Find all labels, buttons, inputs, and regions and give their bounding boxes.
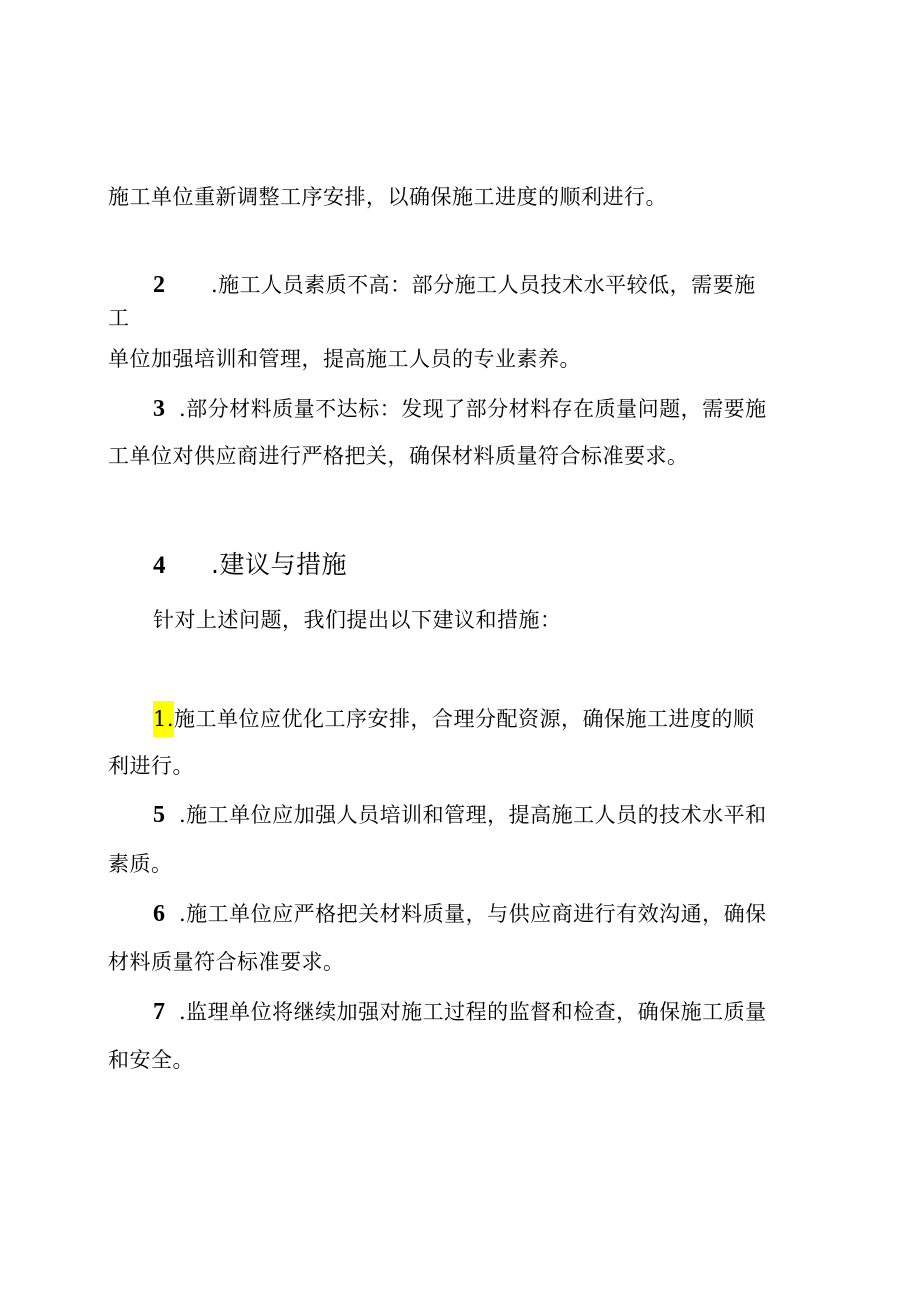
list-text: 和安全。 [108,1048,194,1072]
section-number: 4 [153,552,166,579]
list-text: .施工单位应严格把关材料质量，与供应商进行有效沟通，确保 [179,902,767,926]
paragraph-continuation [108,184,667,210]
suggestion-6-line2 [108,949,345,975]
list-number: 6 [153,901,166,927]
list-item-3-line2 [108,443,689,469]
list-text: 施工单位应优化工序安排，合理分配资源，确保施工进度的顺 [174,707,755,731]
suggestion-5-line2 [108,851,173,877]
intro-text: 针对上述问题，我们提出以下建议和措施： [153,608,562,632]
list-text: 利进行。 [108,754,194,778]
list-text: 工单位对供应商进行严格把关，确保材料质量符合标准要求。 [108,444,689,468]
section-title: .建议与措施 [211,550,347,579]
list-text: .施工单位应加强人员培训和管理，提高施工人员的技术水平和 [179,803,767,827]
list-item-2-line2 [108,346,581,372]
list-item-2-wrap [108,305,130,331]
intro-paragraph [153,607,562,633]
list-text: .部分材料质量不达标：发现了部分材料存在质量问题，需要施 [179,397,767,421]
section-heading [153,552,347,579]
suggestion-6-line1 [153,901,767,927]
list-item-2-line1 [153,272,756,298]
list-text: .施工人员素质不高：部分施工人员技术水平较低，需要施 [211,273,756,297]
suggestion-5-line1 [153,802,767,828]
list-text: 单位加强培训和管理，提高施工人员的专业素养。 [108,347,581,371]
list-item-3-line1 [153,396,767,422]
suggestion-1-line2 [108,753,194,779]
list-number: 3 [153,396,166,422]
highlighted-number: 1. [153,701,174,737]
list-number: 7 [153,999,166,1025]
list-text: .监理单位将继续加强对施工过程的监督和检查，确保施工质量 [179,1000,767,1024]
list-text: 工 [108,306,130,330]
suggestion-1-line1 [153,706,755,732]
list-number: 5 [153,802,166,828]
list-text: 素质。 [108,852,173,876]
suggestion-7-line1 [153,999,767,1025]
list-text: 材料质量符合标准要求。 [108,950,345,974]
paragraph-text: 施工单位重新调整工序安排，以确保施工进度的顺利进行。 [108,185,667,209]
suggestion-7-line2 [108,1047,194,1073]
list-number: 2 [153,272,166,298]
